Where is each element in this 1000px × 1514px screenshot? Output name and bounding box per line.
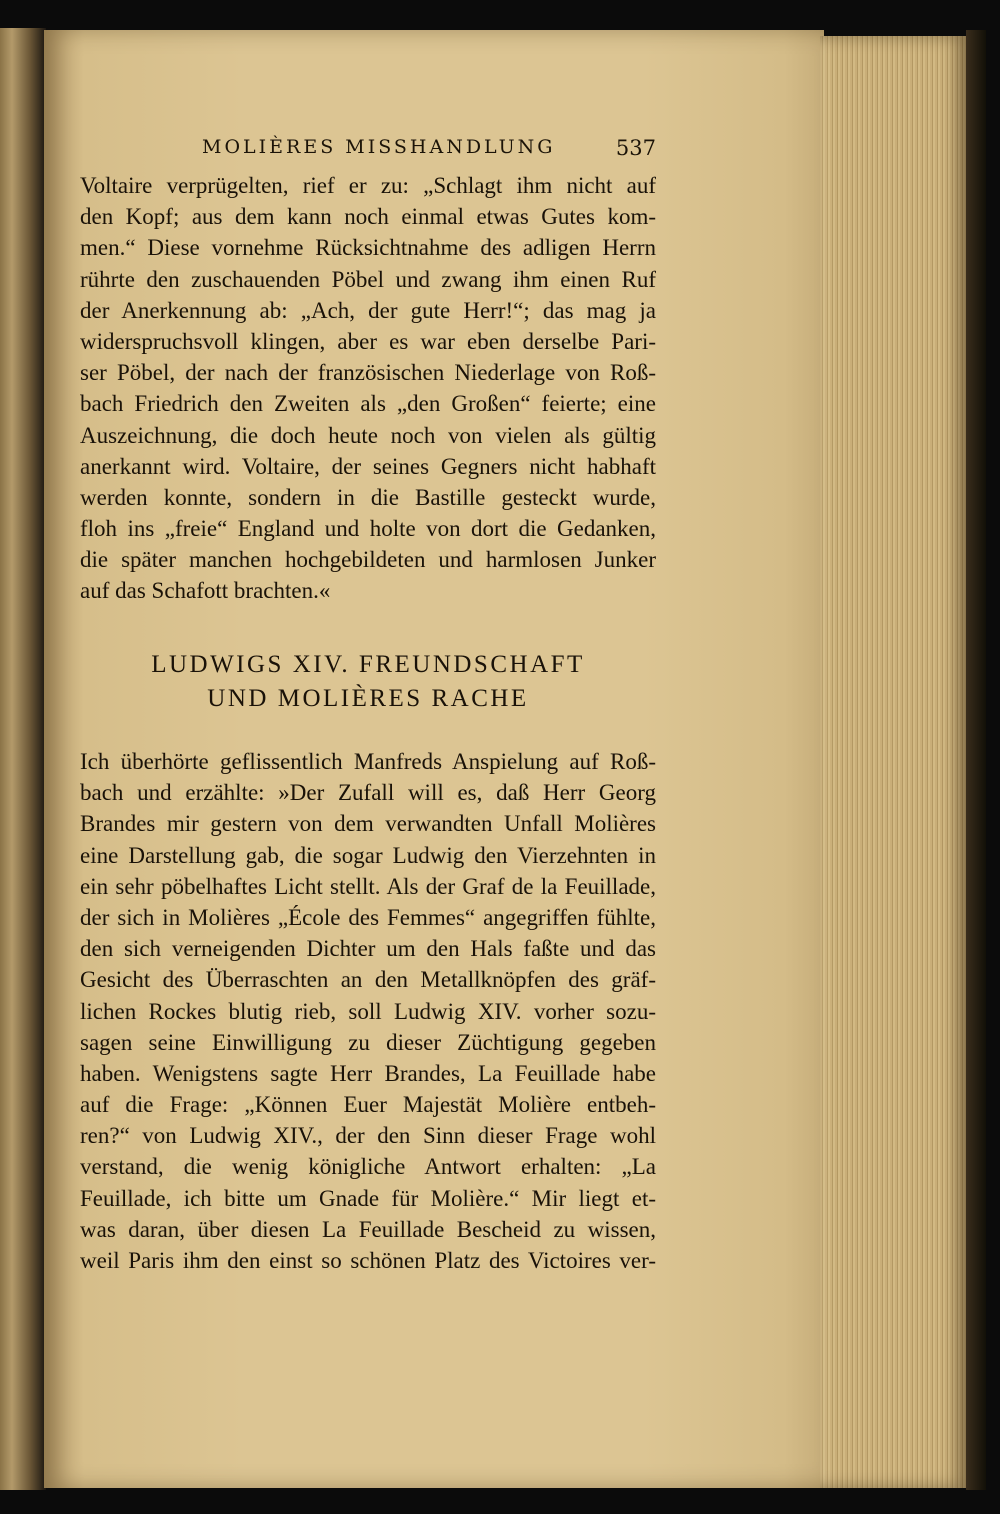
section-heading xyxy=(80,648,656,716)
paragraph-2 xyxy=(80,746,656,1276)
running-title: MOLIÈRES MISSHANDLUNG xyxy=(202,136,556,158)
text-line: der Anerkennung ab: „Ach, der gute Herr!“; das mag ja xyxy=(80,297,656,323)
text-line: den sich verneigenden Dichter um den Hals faßte und das xyxy=(80,936,656,962)
text-line: widerspruchsvoll klingen, aber es war eben derselbe Pari- xyxy=(80,328,656,354)
left-page-edge xyxy=(0,28,46,1490)
text-line: eine Darstellung gab, die sogar Ludwig den Vierzehnten in xyxy=(80,842,656,868)
page-stack-edge xyxy=(820,36,968,1488)
page-number: 537 xyxy=(615,136,656,160)
text-line: auf das Schafott brachten.« xyxy=(80,578,331,604)
paragraph-1 xyxy=(80,170,656,607)
heading-line-2: UND MOLIÈRES RACHE xyxy=(207,685,529,712)
text-line: Gesicht des Überraschten an den Metallknöpfen des gräf- xyxy=(80,967,656,993)
book-cover-edge xyxy=(966,30,986,1490)
text-line: Voltaire verprügelten, rief er zu: „Schlagt ihm nicht auf xyxy=(80,173,656,198)
text-line: Ich überhörte geflissentlich Manfreds Anspielung auf Roß- xyxy=(80,749,656,774)
text-line: verstand, die wenig königliche Antwort erhalten: „La xyxy=(80,1154,656,1180)
text-line: anerkannt wird. Voltaire, der seines Gegners nicht habhaft xyxy=(80,453,656,479)
text-line: bach Friedrich den Zweiten als „den Großen“ feierte; eine xyxy=(80,391,656,417)
text-line: Feuillade, ich bitte um Gnade für Molière.“ Mir liegt et- xyxy=(80,1185,656,1211)
text-line: ser Pöbel, der nach der französischen Niederlage von Roß- xyxy=(80,360,656,386)
text-line: was daran, über diesen La Feuillade Bescheid zu wissen, xyxy=(80,1216,656,1242)
text-line: die später manchen hochgebildeten und harmlosen Junker xyxy=(80,547,656,573)
text-line: Brandes mir gestern von dem verwandten Unfall Molières xyxy=(80,811,656,837)
text-line: werden konnte, sondern in die Bastille gesteckt wurde, xyxy=(80,484,656,510)
text-line: den Kopf; aus dem kann noch einmal etwas Gutes kom- xyxy=(80,204,656,230)
running-head xyxy=(80,136,656,168)
text-line: der sich in Molières „École des Femmes“ angegriffen fühlte, xyxy=(80,904,656,930)
text-line: auf die Frage: „Können Euer Majestät Molière entbeh- xyxy=(80,1092,656,1118)
text-line: sagen seine Einwilligung zu dieser Züchtigung gegeben xyxy=(80,1029,656,1055)
text-line: ren?“ von Ludwig XIV., der den Sinn dieser Frage wohl xyxy=(80,1123,656,1149)
text-line: bach und erzählte: »Der Zufall will es, daß Herr Georg xyxy=(80,780,656,806)
text-line: haben. Wenigstens sagte Herr Brandes, La Feuillade habe xyxy=(80,1060,656,1086)
heading-line-1: LUDWIGS XIV. FREUNDSCHAFT xyxy=(151,651,585,678)
text-line: weil Paris ihm den einst so schönen Platz des Victoires ver- xyxy=(80,1248,656,1273)
text-line: Auszeichnung, die doch heute noch von vielen als gültig xyxy=(80,422,656,448)
text-line: lichen Rockes blutig rieb, soll Ludwig XIV. vorher sozu- xyxy=(80,998,656,1024)
text-line: ein sehr pöbelhaftes Licht stellt. Als der Graf de la Feuillade, xyxy=(80,873,656,899)
text-line: floh ins „freie“ England und holte von dort die Gedanken, xyxy=(80,516,656,542)
text-line: men.“ Diese vornehme Rücksichtnahme des adligen Herrn xyxy=(80,235,656,261)
text-line: rührte den zuschauenden Pöbel und zwang ihm einen Ruf xyxy=(80,266,656,292)
